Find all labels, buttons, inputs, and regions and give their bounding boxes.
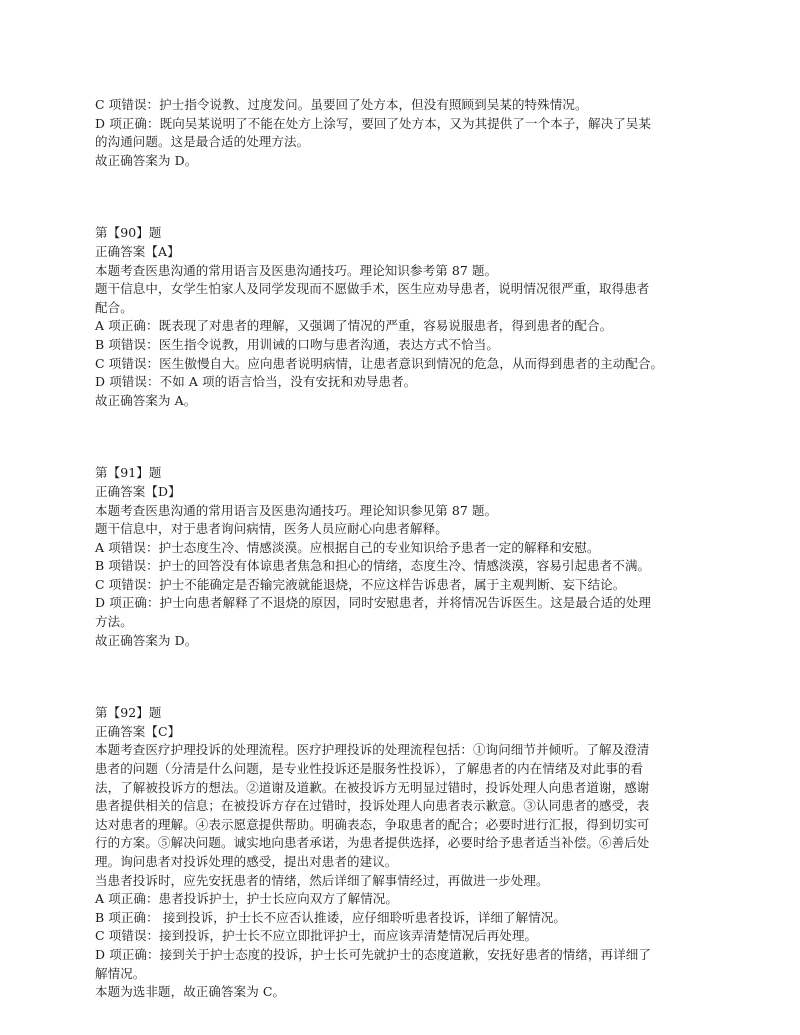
intro-explanation [95,96,710,170]
text-line: C 项错误：护士指令说教、过度发问。虽要回了处方本，但没有照顾到吴某的特殊情况。 [95,97,588,112]
text-line: 本题考查医患沟通的常用语言及医患沟通技巧。理论知识参见第 87 题。 [95,502,498,518]
conclusion-line: 故正确答案为 D。 [95,632,198,648]
question-90-block [95,224,710,410]
option-explanation: B 项错误：护士的回答没有体谅患者焦急和担心的情绪，态度生冷、情感淡漠，容易引起患者不满。 [95,558,651,574]
option-explanation: D 项正确：接到关于护士态度的投诉，护士长可先就护士的态度道歉，安抚好患者的情绪，再详细了 [95,946,651,962]
text-line: 方法。 [95,614,133,630]
option-explanation: C 项错误：医生傲慢自大。应向患者说明病情，让患者意识到情况的危急，从而得到患者的主动配合。 [95,355,664,371]
text-line: 题干信息中，女学生怕家人及同学发现而不愿做手术，医生应劝导患者，说明情况很严重，取得患者 [95,281,650,297]
option-explanation: A 项错误：护士态度生冷、情感淡漠。应根据自己的专业知识给予患者一定的解释和安慰。 [95,539,600,555]
text-line: 配合。 [95,299,133,315]
text-line: 当患者投诉时，应先安抚患者的情绪，然后详细了解事情经过，再做进一步处理。 [95,872,549,888]
text-line: 本题考查医患沟通的常用语言及医患沟通技巧。理论知识参考第 87 题。 [95,262,498,278]
question-heading: 第【91】题 [95,465,162,481]
text-line: 的沟通问题。这是最合适的处理方法。 [95,134,310,150]
conclusion-line: 本题为选非题，故正确答案为 C。 [95,984,286,1000]
text-line: 解情况。 [95,965,146,981]
text-line: 理。询问患者对投诉处理的感受，提出对患者的建议。 [95,854,398,869]
option-explanation: B 项正确： 接到投诉，护士长不应否认推诿，应仔细聆听患者投诉，详细了解情况。 [95,909,567,925]
correct-answer: 正确答案【D】 [95,483,181,499]
document-page [95,96,710,1002]
text-line: 法，了解被投诉方的想法。②道谢及道歉。在被投诉方无明显过错时，投诉处理人向患者道谢，感谢 [95,779,650,795]
question-heading: 第【92】题 [95,705,162,721]
section-gap [95,650,710,704]
option-explanation: C 项错误：接到投诉，护士长不应立即批评护士，而应该弄清楚情况后再处理。 [95,928,538,944]
option-explanation: D 项错误：不如 A 项的语言恰当，没有安抚和劝导患者。 [95,374,417,390]
correct-answer: 正确答案【C】 [95,723,181,739]
question-91-block [95,464,710,650]
section-gap [95,410,710,464]
text-line: 行的方案。⑤解决问题。诚实地向患者承诺，为患者提供选择，必要时给予患者适当补偿。⑥善后处 [95,835,650,851]
question-heading: 第【90】题 [95,225,162,241]
text-line: 患者提供相关的信息；在被投诉方存在过错时，投诉处理人向患者表示歉意。③认同患者的感受，表 [95,798,650,814]
section-gap [95,170,710,224]
conclusion-line: 故正确答案为 A。 [95,392,197,408]
option-explanation: A 项正确：既表现了对患者的理解，又强调了情况的严重，容易说服患者，得到患者的配合。 [95,318,613,334]
text-line: 患者的问题（分清是什么问题，是专业性投诉还是服务性投诉），了解患者的内在情绪及对此事的看 [95,761,644,777]
text-line: 题干信息中，对于患者询问病情，医务人员应耐心向患者解释。 [95,521,448,537]
option-explanation: C 项错误：护士不能确定是否输完液就能退烧，不应这样告诉患者，属于主观判断、妄下结论。 [95,576,626,592]
text-line: 达对患者的理解。④表示愿意提供帮助。明确表态，争取患者的配合；必要时进行汇报，得到切实可 [95,816,650,832]
option-explanation: D 项正确：护士向患者解释了不退烧的原因，同时安慰患者，并将情况告诉医生。这是最合适的处理 [95,595,651,611]
text-line: 本题考查医疗护理投诉的处理流程。医疗护理投诉的处理流程包括：①询问细节并倾听。了解及澄清 [95,742,650,758]
text-line: D 项正确：既向吴某说明了不能在处方上涂写，要回了处方本，又为其提供了一个本子，解决了吴某 [95,115,651,131]
option-explanation: A 项正确：患者投诉护士，护士长应向双方了解情况。 [95,891,399,907]
correct-answer: 正确答案【A】 [95,243,180,259]
option-explanation: B 项错误：医生指令说教，用训诫的口吻与患者沟通，表达方式不恰当。 [95,336,499,352]
conclusion-line: 故正确答案为 D。 [95,152,198,168]
question-92-block [95,704,710,1002]
